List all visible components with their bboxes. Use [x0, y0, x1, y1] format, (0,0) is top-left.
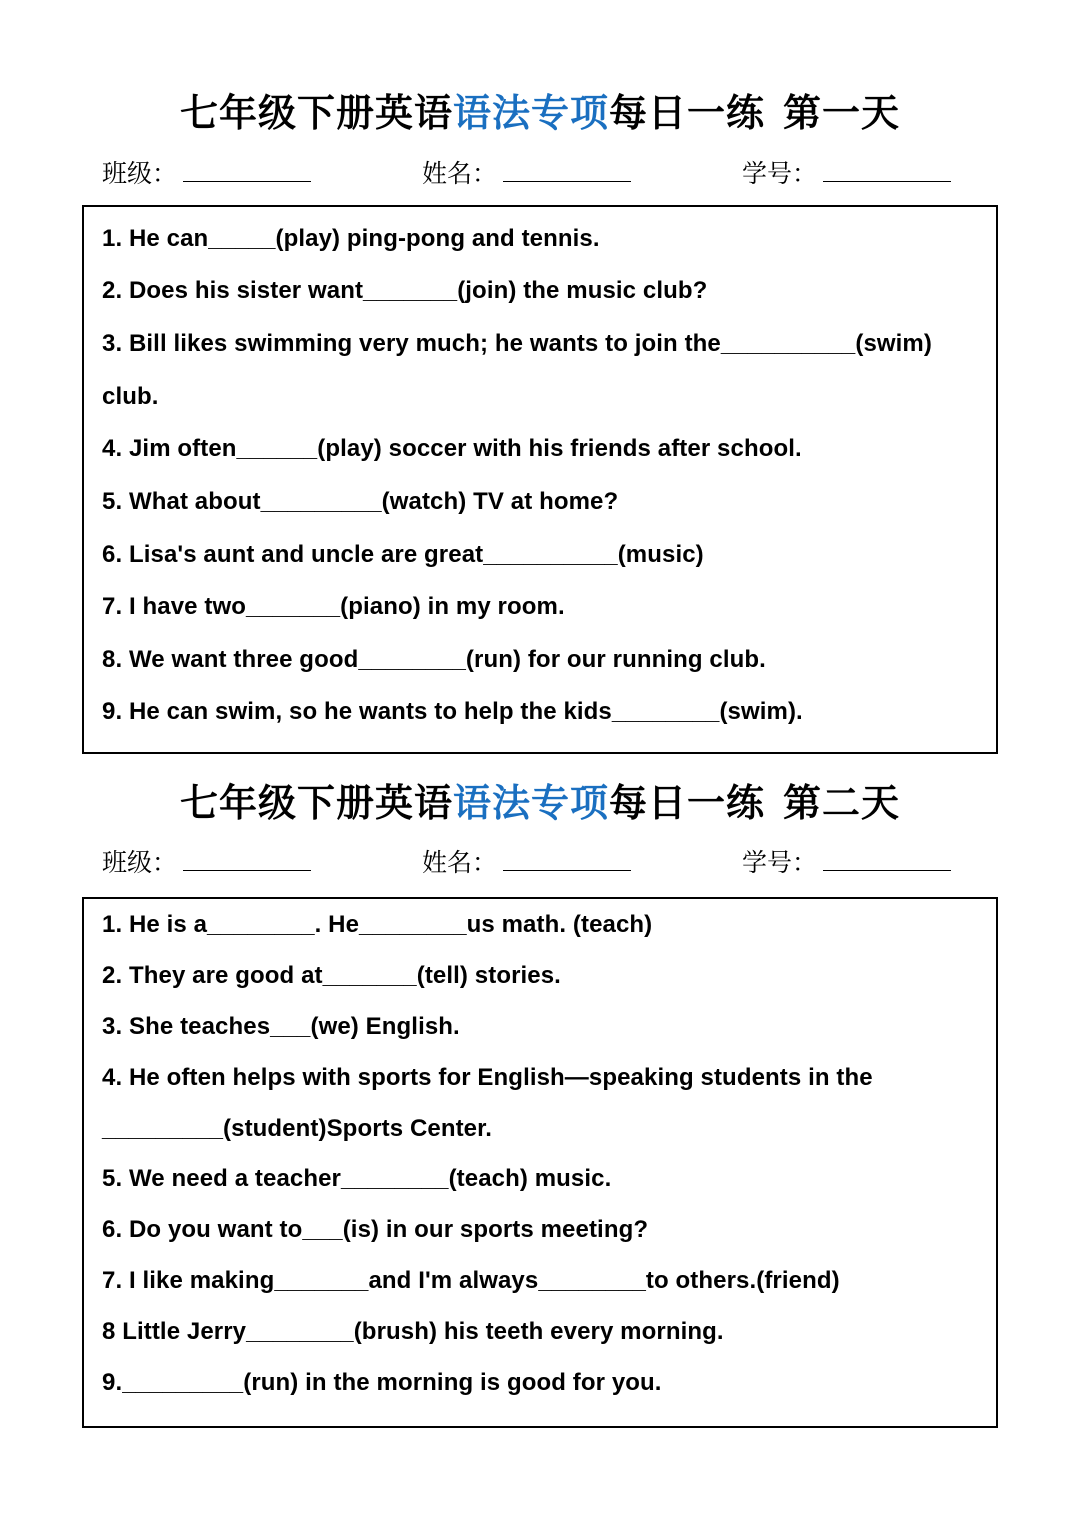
- day2-question: 7. I like making_______and I'm always________to others.(friend): [102, 1267, 840, 1294]
- day2-question: 3. She teaches___(we) English.: [102, 1013, 460, 1040]
- day1-name-field: [422, 154, 631, 190]
- day1-question: 4. Jim often______(play) soccer with his friends after school.: [102, 435, 802, 462]
- day2-name-field: [422, 843, 631, 879]
- day2-title-highlight: 语法专项: [452, 781, 609, 825]
- day1-name-blank[interactable]: [503, 157, 631, 182]
- day1-name-label: 姓名：: [422, 159, 498, 188]
- day1-number-blank[interactable]: [823, 157, 951, 182]
- day2-title-day: 第二天: [783, 781, 901, 825]
- day1-question: 9. He can swim, so he wants to help the kids________(swim).: [102, 698, 803, 725]
- day2-question: 1. He is a________. He________us math. (teach): [102, 911, 653, 938]
- day1-question: club.: [102, 383, 159, 410]
- day1-class-field: [102, 154, 311, 190]
- day2-class-label: 班级：: [102, 848, 178, 877]
- day1-number-label: 学号：: [742, 159, 818, 188]
- day1-number-field: [742, 154, 951, 190]
- day2-class-blank[interactable]: [183, 846, 311, 871]
- day1-question-box: [82, 205, 998, 754]
- day1-title-highlight: 语法专项: [452, 91, 609, 135]
- day1-question: 7. I have two_______(piano) in my room.: [102, 593, 565, 620]
- day2-question: 8 Little Jerry________(brush) his teeth every morning.: [102, 1318, 724, 1345]
- day2-question: _________(student)Sports Center.: [102, 1115, 493, 1142]
- day2-class-field: [102, 843, 311, 879]
- day1-question: 1. He can_____(play) ping-pong and tennis.: [102, 225, 600, 252]
- day1-class-blank[interactable]: [183, 157, 311, 182]
- day1-title: [0, 82, 1080, 137]
- day2-name-label: 姓名：: [422, 848, 498, 877]
- day2-number-field: [742, 843, 951, 879]
- day2-number-blank[interactable]: [823, 846, 951, 871]
- day2-question-box: [82, 897, 998, 1428]
- day2-name-blank[interactable]: [503, 846, 631, 871]
- day2-question: 4. He often helps with sports for English—speaking students in the: [102, 1064, 873, 1091]
- day1-question: 2. Does his sister want_______(join) the music club?: [102, 277, 708, 304]
- day2-title: [0, 772, 1080, 827]
- day1-title-suffix: 每日一练: [609, 91, 766, 135]
- day1-title-day: 第一天: [783, 91, 901, 135]
- day1-question: 6. Lisa's aunt and uncle are great__________(music): [102, 541, 704, 568]
- day2-title-prefix: 七年级下册英语: [179, 781, 453, 825]
- day2-question: 2. They are good at_______(tell) stories.: [102, 962, 561, 989]
- day1-question: 3. Bill likes swimming very much; he wants to join the__________(swim): [102, 330, 932, 357]
- day2-question: 6. Do you want to___(is) in our sports meeting?: [102, 1216, 649, 1243]
- day2-number-label: 学号：: [742, 848, 818, 877]
- day2-title-suffix: 每日一练: [609, 781, 766, 825]
- day1-question: 8. We want three good________(run) for our running club.: [102, 646, 766, 673]
- day1-class-label: 班级：: [102, 159, 178, 188]
- day1-title-prefix: 七年级下册英语: [179, 91, 453, 135]
- day1-question: 5. What about_________(watch) TV at home?: [102, 488, 619, 515]
- day2-question: 5. We need a teacher________(teach) music.: [102, 1165, 612, 1192]
- day2-question: 9._________(run) in the morning is good for you.: [102, 1369, 662, 1396]
